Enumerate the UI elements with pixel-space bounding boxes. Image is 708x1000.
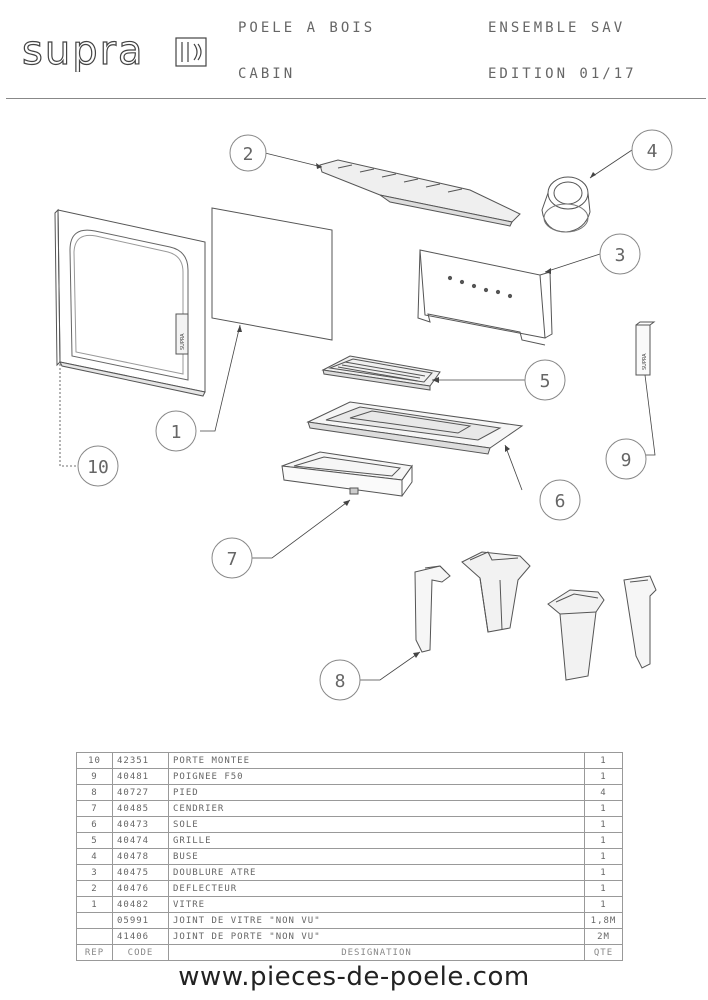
header-rep: REP: [77, 945, 113, 961]
cell-qty: 1: [585, 881, 623, 897]
callout-2: 2: [242, 144, 254, 165]
table-row: [77, 881, 623, 897]
door-handle-brand: SUPRA: [180, 333, 186, 350]
header-designation: DESIGNATION: [169, 945, 585, 961]
leader-6: [505, 445, 522, 490]
cell-code: 40473: [113, 817, 169, 833]
callout-9: 9: [620, 450, 632, 471]
cell-qty: 1: [585, 833, 623, 849]
cell-designation: SOLE: [169, 817, 585, 833]
table-row: [77, 817, 623, 833]
cell-designation: JOINT DE VITRE "NON VU": [169, 913, 585, 929]
leader-9: [645, 375, 655, 455]
cell-rep: 4: [77, 849, 113, 865]
cell-designation: POIGNEE F50: [169, 769, 585, 785]
cell-designation: VITRE: [169, 897, 585, 913]
cell-qty: 1: [585, 865, 623, 881]
part-foot-2: [462, 552, 530, 632]
leader-2: [265, 153, 322, 167]
cell-designation: PORTE MONTEE: [169, 753, 585, 769]
cell-qty: 1: [585, 801, 623, 817]
cell-qty: 4: [585, 785, 623, 801]
table-row: [77, 897, 623, 913]
leader-10: [60, 362, 80, 466]
leader-3: [545, 254, 600, 272]
product-type: POELE A BOIS: [238, 20, 376, 36]
cell-designation: BUSE: [169, 849, 585, 865]
cell-qty: 1: [585, 753, 623, 769]
cell-rep: 2: [77, 881, 113, 897]
table-row: [77, 929, 623, 945]
table-row: [77, 865, 623, 881]
table-row: [77, 785, 623, 801]
callout-5: 5: [539, 371, 551, 392]
header-code: CODE: [113, 945, 169, 961]
part-ash-pan: [282, 452, 412, 496]
cell-rep: 7: [77, 801, 113, 817]
table-row: [77, 833, 623, 849]
part-foot-4: [624, 576, 656, 668]
cell-rep: 6: [77, 817, 113, 833]
part-glass: [212, 208, 332, 340]
part-door: [55, 210, 205, 396]
table-row: [77, 913, 623, 929]
callout-1: 1: [170, 422, 182, 443]
callout-10: 10: [87, 457, 109, 478]
part-handle: [636, 322, 654, 375]
parts-table: [76, 752, 623, 961]
part-hearth-liner: [418, 250, 552, 345]
cell-code: 40478: [113, 849, 169, 865]
leader-7: [250, 500, 350, 558]
part-grate: [323, 356, 440, 390]
cell-designation: DEFLECTEUR: [169, 881, 585, 897]
part-deflector: [320, 160, 520, 226]
cell-code: 41406: [113, 929, 169, 945]
cell-code: 05991: [113, 913, 169, 929]
cell-code: 40481: [113, 769, 169, 785]
cell-code: 40474: [113, 833, 169, 849]
handle-brand: SUPRA: [642, 353, 648, 370]
part-hearth-base: [308, 402, 522, 454]
cell-designation: JOINT DE PORTE "NON VU": [169, 929, 585, 945]
table-row: [77, 849, 623, 865]
model-name: CABIN: [238, 66, 296, 82]
cell-rep: [77, 929, 113, 945]
callout-8: 8: [334, 671, 346, 692]
cell-rep: 9: [77, 769, 113, 785]
cell-code: 42351: [113, 753, 169, 769]
cell-rep: 5: [77, 833, 113, 849]
leader-8: [358, 652, 420, 680]
parts-table-body: [77, 753, 623, 945]
cell-qty: 1: [585, 897, 623, 913]
callout-4: 4: [646, 141, 658, 162]
callout-7: 7: [226, 549, 238, 570]
cell-designation: PIED: [169, 785, 585, 801]
cell-code: 40476: [113, 881, 169, 897]
callout-3: 3: [614, 245, 626, 266]
cell-qty: 1: [585, 817, 623, 833]
cell-rep: 1: [77, 897, 113, 913]
part-flue-collar: [542, 177, 590, 232]
cell-rep: 10: [77, 753, 113, 769]
cell-rep: 3: [77, 865, 113, 881]
cell-qty: 1,8M: [585, 913, 623, 929]
cell-rep: 8: [77, 785, 113, 801]
logo-wordmark: supra: [22, 32, 145, 72]
parts-table-header: [77, 945, 623, 961]
edition-label: EDITION 01/17: [488, 66, 637, 82]
cell-code: 40482: [113, 897, 169, 913]
cell-qty: 1: [585, 769, 623, 785]
cell-designation: CENDRIER: [169, 801, 585, 817]
cell-rep: [77, 913, 113, 929]
part-foot-1: [415, 566, 450, 652]
cell-qty: 1: [585, 849, 623, 865]
cell-code: 40727: [113, 785, 169, 801]
cell-designation: GRILLE: [169, 833, 585, 849]
cell-designation: DOUBLURE ATRE: [169, 865, 585, 881]
header-qty: QTE: [585, 945, 623, 961]
cell-code: 40475: [113, 865, 169, 881]
leader-4: [590, 150, 632, 178]
document-title: ENSEMBLE SAV: [488, 20, 626, 36]
leader-1: [200, 325, 240, 431]
table-row: [77, 769, 623, 785]
table-row: [77, 753, 623, 769]
cell-code: 40485: [113, 801, 169, 817]
callout-6: 6: [554, 491, 566, 512]
part-foot-3: [548, 590, 604, 680]
footer-url: www.pieces-de-poele.com: [178, 962, 530, 992]
cell-qty: 2M: [585, 929, 623, 945]
table-row: [77, 801, 623, 817]
